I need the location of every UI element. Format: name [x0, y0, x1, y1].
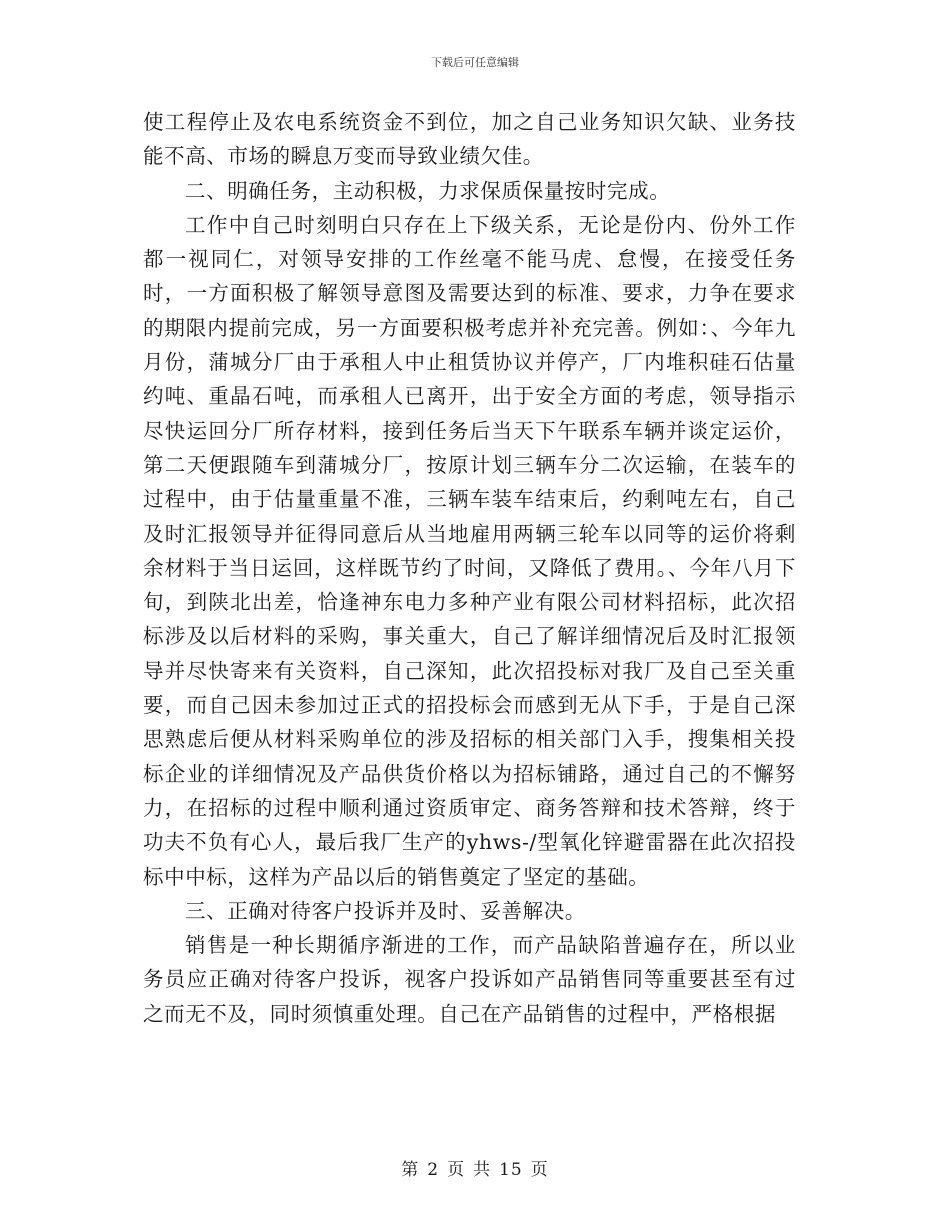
footer-total-pages: 15: [499, 1160, 523, 1180]
paragraph-section-2-body: 工作中自己时刻明白只存在上下级关系，无论是份内、份外工作都一视同仁，对领导安排的工作丝毫不能马虎、怠慢，在接受任务时，一方面积极了解领导意图及需要达到的标准、要求，力争在要求的期限内提前完成，另一方面要积极考虑并补充完善。例如：、今年九月份，蒲城分厂由于承租人中止租赁协议并停产，厂内堆积硅石估量约吨、重晶石吨，而承租人已离开，出于安全方面的考虑，领导指示尽快运回分厂所存材料，接到任务后当天下午联系车辆并谈定运价，第二天便跟随车到蒲城分厂，按原计划三辆车分二次运输，在装车的过程中，由于估量重量不准，三辆车装车结束后，约剩吨左右，自己及时汇报领导并征得同意后从当地雇用两辆三轮车以同等的运价将剩余材料于当日运回，这样既节约了时间，又降低了费用。、今年八月下旬，到陕北出差，恰逢神东电力多种产业有限公司材料招标，此次招标涉及以后材料的采购，事关重大，自己了解详细情况后及时汇报领导并尽快寄来有关资料，自己深知，此次招投标对我厂及自己至关重要，而自己因未参加过正式的招投标会而感到无从下手，于是自己深思熟虑后便从材料采购单位的涉及招标的相关部门入手，搜集相关投标企业的详细情况及产品供货价格以为招标铺路，通过自己的不懈努力，在招标的过程中顺利通过资质审定、商务答辩和技术答辩，终于功夫不负有心人，最后我厂生产的yhws-/型氧化锌避雷器在此次招投标中中标，这样为产品以后的销售奠定了坚定的基础。: [143, 212, 796, 889]
document-body: [143, 105, 796, 1031]
paragraph-continuation: 使工程停止及农电系统资金不到位，加之自己业务知识欠缺、业务技能不高、市场的瞬息万变而导致业绩欠佳。: [143, 110, 796, 169]
footer-total-word: 共: [473, 1160, 492, 1180]
page-header-note: 下载后可任意编辑: [431, 56, 519, 69]
page-footer: [0, 1155, 950, 1180]
footer-current-page: 2: [427, 1160, 440, 1180]
footer-page-word: 页: [447, 1160, 466, 1180]
section-heading-3: 三、正确对待客户投诉并及时、妥善解决。: [185, 898, 586, 923]
footer-suffix: 页: [530, 1160, 549, 1180]
footer-prefix: 第: [401, 1160, 420, 1180]
paragraph-section-3-body: 销售是一种长期循序渐进的工作，而产品缺陷普遍存在，所以业务员应正确对待客户投诉，视客户投诉如产品销售同等重要甚至有过之而无不及，同时须慎重处理。自己在产品销售的过程中，严格根据: [143, 933, 796, 1026]
section-heading-2: 二、明确任务，主动积极，力求保质保量按时完成。: [185, 178, 671, 203]
